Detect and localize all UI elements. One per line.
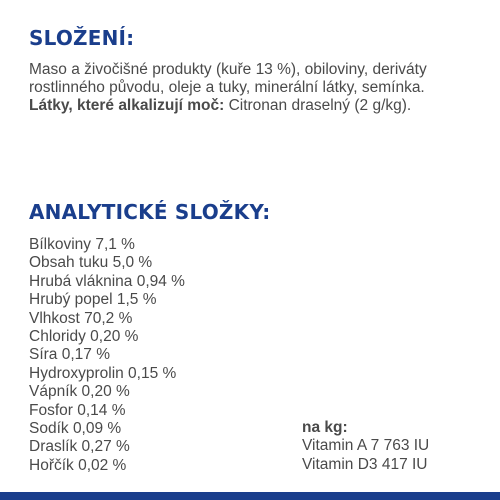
per-kg-title: na kg:	[302, 419, 348, 436]
analytic-item-potassium: Draslík 0,27 %	[29, 438, 130, 456]
analytic-list	[29, 236, 185, 475]
alkalizing-label: Látky, které alkalizují moč:	[29, 97, 225, 114]
analytic-item-calcium: Vápník 0,20 %	[29, 383, 130, 401]
composition-section	[29, 61, 479, 115]
composition-heading: SLOŽENÍ:	[29, 26, 135, 50]
analytic-item-sodium: Sodík 0,09 %	[29, 420, 122, 438]
vitamin-d3-value: Vitamin D3 417 IU	[302, 455, 428, 473]
alkalizing-value: Citronan draselný (2 g/kg).	[224, 97, 412, 114]
analytic-item-moisture: Vlhkost 70,2 %	[29, 309, 133, 327]
composition-text: Maso a živočišné produkty (kuře 13 %), obiloviny, deriváty rostlinného původu, oleje a tuky, minerální látky, semínka.	[29, 61, 427, 96]
analytic-item-protein: Bílkoviny 7,1 %	[29, 236, 135, 253]
vitamin-a-value: Vitamin A 7 763 IU	[302, 437, 430, 455]
bottom-accent-bar	[0, 492, 500, 500]
analytic-heading: ANALYTICKÉ SLOŽKY:	[29, 200, 271, 224]
analytic-item-fat: Obsah tuku 5,0 %	[29, 254, 153, 272]
per-kg-section	[302, 419, 429, 474]
analytic-item-phosphorus: Fosfor 0,14 %	[29, 401, 126, 419]
analytic-item-ash: Hrubý popel 1,5 %	[29, 291, 157, 309]
alkalizing-line	[29, 97, 479, 115]
analytic-item-chlorides: Chloridy 0,20 %	[29, 328, 139, 346]
analytic-item-fibre: Hrubá vláknina 0,94 %	[29, 272, 185, 290]
analytic-item-hydroxyproline: Hydroxyprolin 0,15 %	[29, 364, 177, 382]
analytic-item-sulphur: Síra 0,17 %	[29, 346, 110, 364]
analytic-item-magnesium: Hořčík 0,02 %	[29, 456, 127, 474]
